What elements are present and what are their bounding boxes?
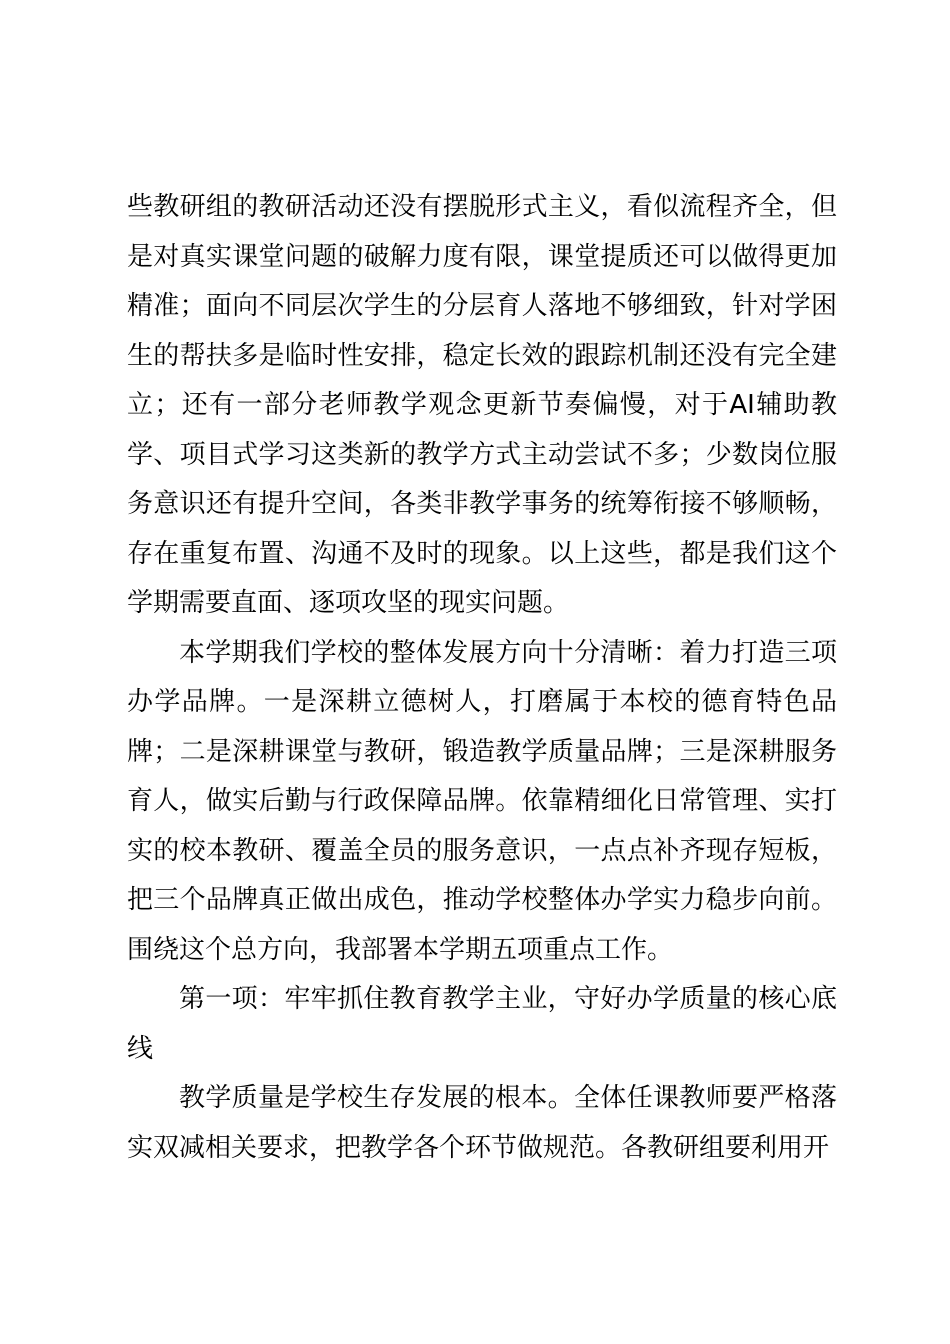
document-body — [127, 183, 837, 1173]
paragraph-development-direction: 本学期我们学校的整体发展方向十分清晰：着力打造三项办学品牌。一是深耕立德树人，打磨属于本校的德育特色品牌；二是深耕课堂与教研，锻造教学质量品牌；三是深耕服务育人，做实后勤与行政保障品牌。依靠精细化日常管理、实打实的校本教研、覆盖全员的服务意识，一点点补齐现存短板，把三个品牌真正做出成色，推动学校整体办学实力稳步向前。围绕这个总方向，我部署本学期五项重点工作。 — [127, 637, 837, 965]
paragraph-continued: 些教研组的教研活动还没有摆脱形式主义，看似流程齐全，但是对真实课堂问题的破解力度有限，课堂提质还可以做得更加精准；面向不同层次学生的分层育人落地不够细致，针对学困生的帮扶多是临时性安排，稳定长效的跟踪机制还没有完全建立；还有一部分老师教学观念更新节奏偏慢，对于AI辅助教学、项目式学习这类新的教学方式主动尝试不多；少数岗位服务意识还有提升空间，各类非教学事务的统筹衔接不够顺畅，存在重复布置、沟通不及时的现象。以上这些，都是我们这个学期需要直面、逐项攻坚的现实问题。 — [127, 192, 837, 618]
section-heading-first-task: 第一项：牢牢抓住教育教学主业，守好办学质量的核心底线 — [127, 984, 837, 1064]
paragraph-teaching-quality: 教学质量是学校生存发展的根本。全体任课教师要严格落实双减相关要求，把教学各个环节做规范。各教研组要利用开 — [127, 1083, 837, 1163]
